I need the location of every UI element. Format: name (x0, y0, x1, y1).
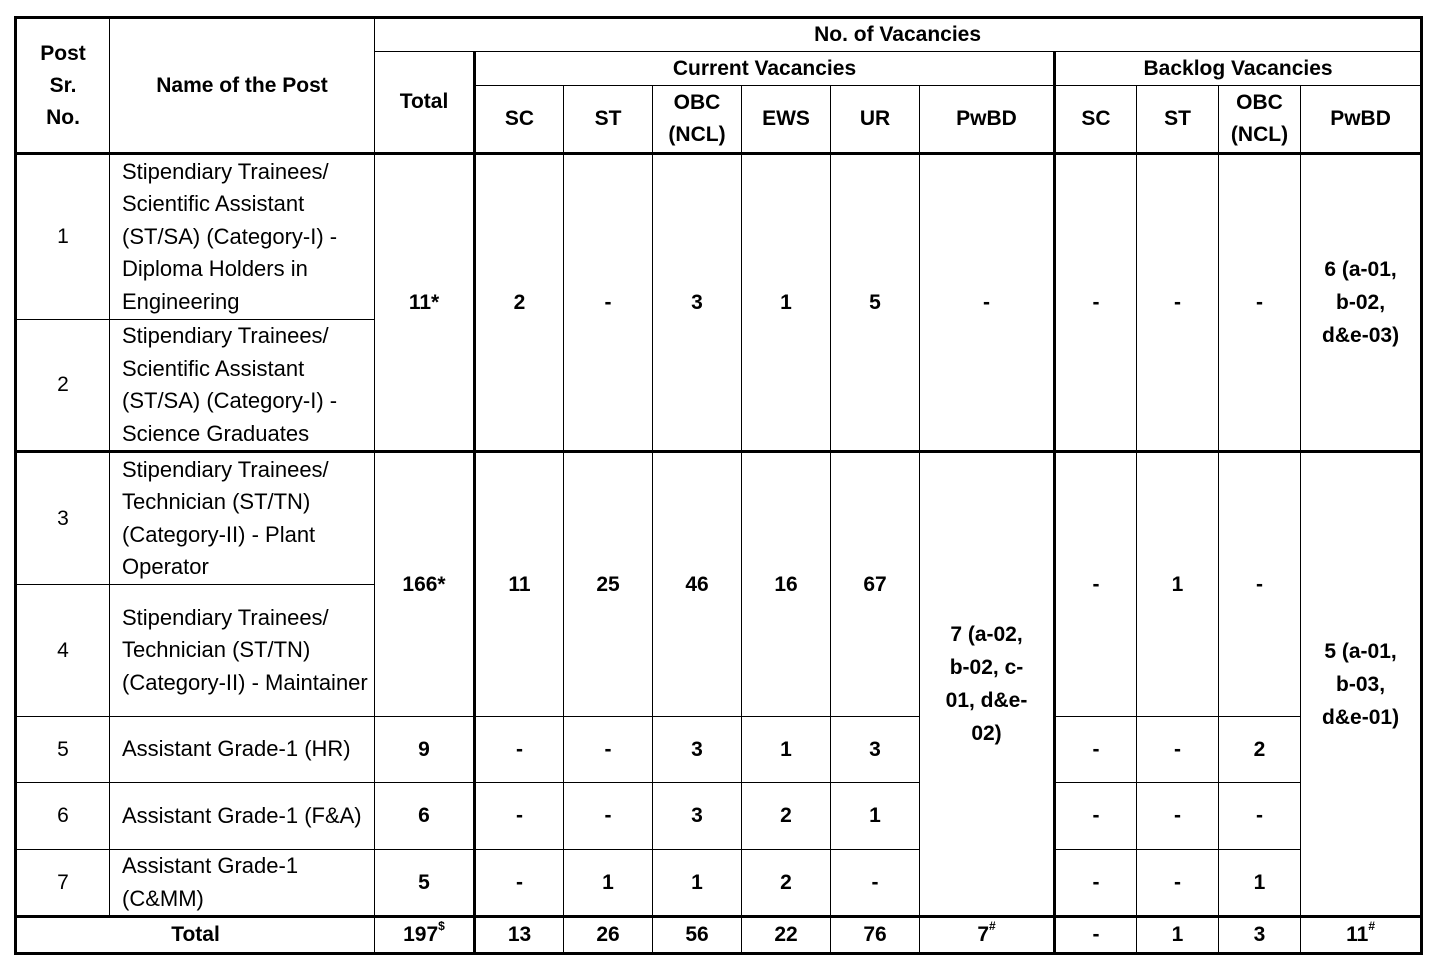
sc-cell: 11 (475, 452, 564, 717)
header-pwbd: PwBD (920, 86, 1055, 154)
pwbd-cell: 7 (a-02, b-02, c-01, d&e-02) (920, 452, 1055, 917)
total-backlog-st-cell: 1 (1137, 917, 1219, 954)
total-cell: 9 (375, 717, 475, 783)
total-backlog-sc-cell: - (1055, 917, 1137, 954)
ews-cell: 1 (742, 717, 831, 783)
backlog-obc-cell: 2 (1219, 717, 1301, 783)
obc-cell: 3 (653, 783, 742, 850)
header-ews: EWS (742, 86, 831, 154)
header-backlog-pwbd: PwBD (1301, 86, 1422, 154)
header-obc: OBC (NCL) (653, 86, 742, 154)
header-backlog-obc: OBC (NCL) (1219, 86, 1301, 154)
header-sc: SC (475, 86, 564, 154)
total-backlog-pwbd-value: 11 (1346, 923, 1369, 946)
total-backlog-pwbd-footnote-mark: # (1368, 919, 1375, 933)
total-cell: 166* (375, 452, 475, 717)
backlog-st-cell: - (1137, 783, 1219, 850)
st-cell: - (564, 717, 653, 783)
backlog-sc-cell: - (1055, 154, 1137, 452)
table-row (16, 452, 1422, 585)
total-backlog-pwbd-cell (1301, 917, 1422, 954)
total-sc-cell: 13 (475, 917, 564, 954)
header-post-sr-no: Post Sr. No. (16, 18, 110, 154)
backlog-pwbd-cell: 6 (a-01, b-02, d&e-03) (1301, 154, 1422, 452)
st-cell: - (564, 783, 653, 850)
obc-cell: 3 (653, 154, 742, 452)
ur-cell: 67 (831, 452, 920, 717)
backlog-obc-cell: 1 (1219, 850, 1301, 917)
totals-row (16, 917, 1422, 954)
total-obc-cell: 56 (653, 917, 742, 954)
post-name: Stipendiary Trainees/ Technician (ST/TN) (Category-II) - Plant Operator (110, 452, 375, 585)
ews-cell: 2 (742, 850, 831, 917)
ur-cell: 3 (831, 717, 920, 783)
header-backlog-st: ST (1137, 86, 1219, 154)
table-row (16, 783, 1422, 850)
total-cell: 6 (375, 783, 475, 850)
backlog-sc-cell: - (1055, 717, 1137, 783)
header-ur: UR (831, 86, 920, 154)
backlog-st-cell: 1 (1137, 452, 1219, 717)
st-cell: - (564, 154, 653, 452)
total-pwbd-value: 7 (977, 923, 989, 946)
post-sr-no: 6 (16, 783, 110, 850)
sc-cell: - (475, 717, 564, 783)
backlog-pwbd-cell: 5 (a-01, b-03, d&e-01) (1301, 452, 1422, 917)
sc-cell: - (475, 850, 564, 917)
totals-label: Total (16, 917, 375, 954)
ews-cell: 1 (742, 154, 831, 452)
backlog-obc-cell: - (1219, 783, 1301, 850)
ews-cell: 16 (742, 452, 831, 717)
total-cell: 11* (375, 154, 475, 452)
vacancy-table (14, 16, 1423, 955)
header-backlog-sc: SC (1055, 86, 1137, 154)
total-pwbd-cell (920, 917, 1055, 954)
post-name: Stipendiary Trainees/ Technician (ST/TN) (Category-II) - Maintainer (110, 585, 375, 717)
grand-total-footnote-mark: $ (438, 919, 445, 933)
backlog-sc-cell: - (1055, 452, 1137, 717)
obc-cell: 3 (653, 717, 742, 783)
ur-cell: 1 (831, 783, 920, 850)
ur-cell: - (831, 850, 920, 917)
table-row (16, 717, 1422, 783)
total-pwbd-footnote-mark: # (989, 919, 996, 933)
obc-cell: 1 (653, 850, 742, 917)
st-cell: 25 (564, 452, 653, 717)
obc-cell: 46 (653, 452, 742, 717)
st-cell: 1 (564, 850, 653, 917)
total-ews-cell: 22 (742, 917, 831, 954)
header-total: Total (375, 52, 475, 154)
table-row (16, 850, 1422, 917)
grand-total-cell (375, 917, 475, 954)
backlog-st-cell: - (1137, 717, 1219, 783)
table-row (16, 154, 1422, 320)
header-name-of-post: Name of the Post (110, 18, 375, 154)
post-sr-no: 4 (16, 585, 110, 717)
header-no-of-vacancies: No. of Vacancies (375, 18, 1422, 52)
ur-cell: 5 (831, 154, 920, 452)
post-name: Assistant Grade-1 (F&A) (110, 783, 375, 850)
total-cell: 5 (375, 850, 475, 917)
post-sr-no: 3 (16, 452, 110, 585)
post-name: Stipendiary Trainees/ Scientific Assistant (ST/SA) (Category-I) - Science Graduates (110, 320, 375, 452)
backlog-st-cell: - (1137, 154, 1219, 452)
pwbd-cell: - (920, 154, 1055, 452)
post-name: Assistant Grade-1 (HR) (110, 717, 375, 783)
post-name: Stipendiary Trainees/ Scientific Assistant (ST/SA) (Category-I) - Diploma Holders in Engineering (110, 154, 375, 320)
sc-cell: - (475, 783, 564, 850)
backlog-obc-cell: - (1219, 452, 1301, 717)
backlog-sc-cell: - (1055, 783, 1137, 850)
sc-cell: 2 (475, 154, 564, 452)
post-name: Assistant Grade-1 (C&MM) (110, 850, 375, 917)
total-st-cell: 26 (564, 917, 653, 954)
total-ur-cell: 76 (831, 917, 920, 954)
post-sr-no: 5 (16, 717, 110, 783)
post-sr-no: 7 (16, 850, 110, 917)
backlog-sc-cell: - (1055, 850, 1137, 917)
ews-cell: 2 (742, 783, 831, 850)
header-current-vacancies: Current Vacancies (475, 52, 1055, 86)
header-st: ST (564, 86, 653, 154)
total-backlog-obc-cell: 3 (1219, 917, 1301, 954)
header-backlog-vacancies: Backlog Vacancies (1055, 52, 1422, 86)
grand-total-value: 197 (403, 923, 439, 946)
post-sr-no: 1 (16, 154, 110, 320)
backlog-obc-cell: - (1219, 154, 1301, 452)
post-sr-no: 2 (16, 320, 110, 452)
backlog-st-cell: - (1137, 850, 1219, 917)
